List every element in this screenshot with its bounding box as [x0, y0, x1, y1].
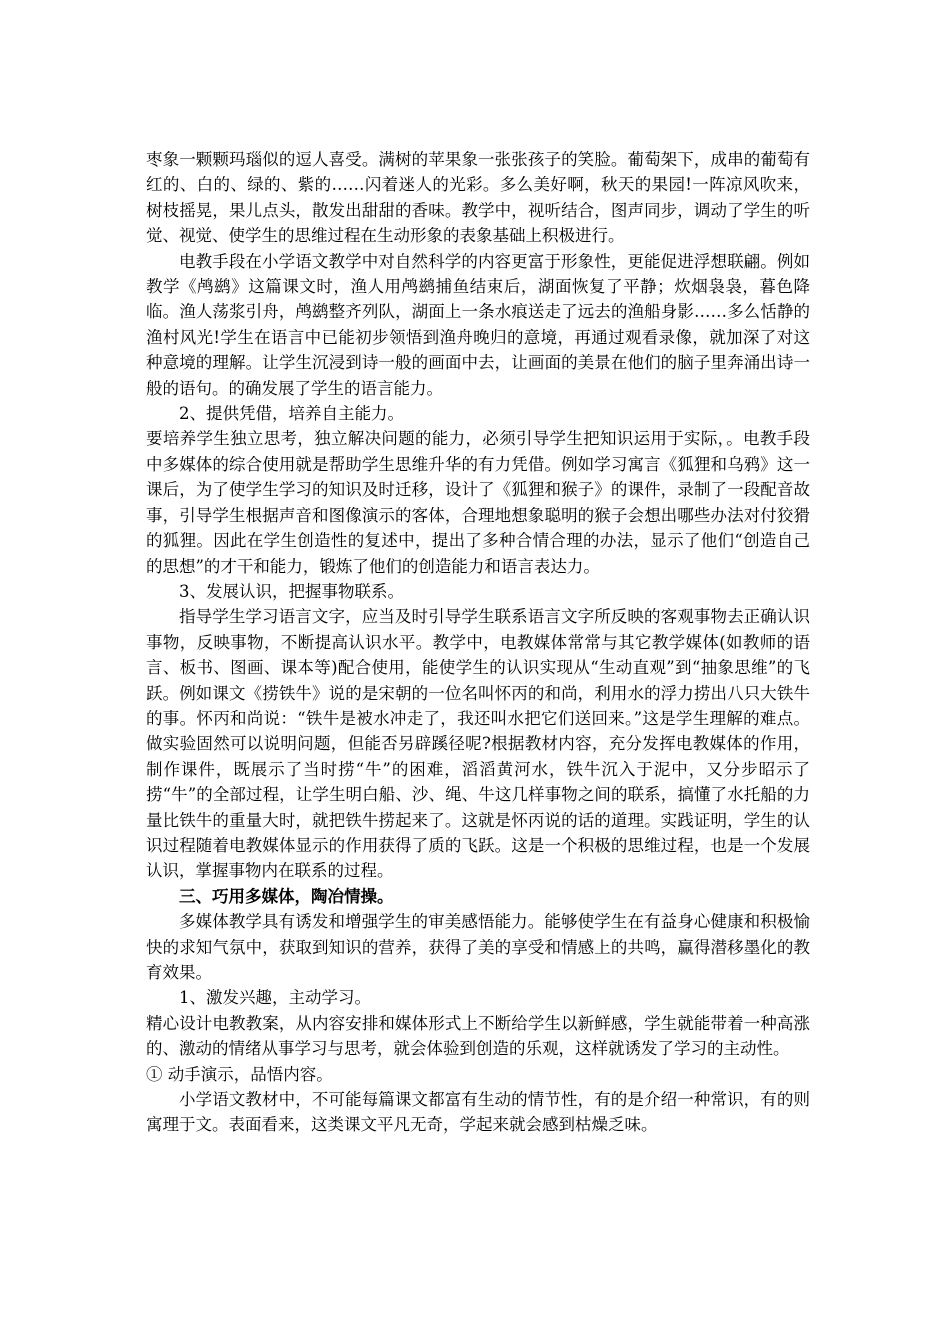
- paragraph-iron-ox: 指导学生学习语言文字，应当及时引导学生联系语言文字所反映的客观事物去正确认识事物，反映事物，不断提高认识水平。教学中，电教媒体常常与其它教学媒体(如教师的语言、板书、图画、课本等)配合使用，能使学生的认识实现从“生动直观”到“抽象思维”的飞跃。例如课文《捞铁牛》说的是宋朝的一位名叫怀丙的和尚，利用水的浮力捞出八只大铁牛的事。怀丙和尚说：“铁牛是被水冲走了，我还叫水把它们送回来。”这是学生理解的难点。做实验固然可以说明问题，但能否另辟蹊径呢?根据教材内容，充分发挥电教媒体的作用，制作课件，既展示了当时捞“牛”的困难，滔滔黄河水，铁牛沉入于泥中，又分步昭示了捞“牛”的全部过程，让学生明白船、沙、绳、牛这几样事物之间的联系，搞懂了水托船的力量比铁牛的重量大时，就把铁牛捞起来了。这就是怀丙说的话的道理。实践证明，学生的认识过程随着电教媒体显示的作用获得了质的飞跃。这是一个积极的思维过程，也是一个发展认识，掌握事物内在联系的过程。: [146, 607, 810, 881]
- heading-provide-support: 2、提供凭借，培养自主能力。: [179, 404, 404, 424]
- paragraph-cormorant: 电教手段在小学语文教学中对自然科学的内容更富于形象性，更能促进浮想联翩。例如教学《鸬鹚》这篇课文时，渔人用鸬鹚捕鱼结束后，湖面恢复了平静；炊烟袅袅，暮色降临。渔人荡浆引舟，鸬鹚整齐列队，湖面上一条水痕送走了远去的渔船身影……多么恬静的渔村风光!学生在语言中已能初步领悟到渔舟晚归的意境，再通过观看录像，就加深了对这种意境的理解。让学生沉浸到诗一般的画面中去，让画面的美景在他们的脑子里奔涌出诗一般的语句。的确发展了学生的语言能力。: [146, 251, 810, 398]
- paragraph-textbook: 小学语文教材中，不可能每篇课文都富有生动的情节性，有的是介绍一种常识，有的则寓理于文。表面看来，这类课文平凡无奇，学起来就会感到枯燥乏味。: [146, 1090, 810, 1135]
- section-heading-multimedia: 三、巧用多媒体，陶冶情操。: [179, 886, 394, 906]
- heading-stimulate-interest: 1、激发兴趣，主动学习。: [179, 988, 371, 1008]
- document-page: [146, 147, 810, 1138]
- heading-hands-on-demo: ① 动手演示，品悟内容。: [146, 1064, 333, 1084]
- paragraph-orchard: 枣象一颗颗玛瑙似的逗人喜受。满树的苹果象一张张孩子的笑脸。葡萄架下，成串的葡萄有红的、白的、绿的、紫的……闪着迷人的光彩。多么美好啊，秋天的果园!一阵凉风吹来，树枝摇晃，果儿点头，散发出甜甜的香味。教学中，视听结合，图声同步，调动了学生的听觉、视觉、使学生的思维过程在生动形象的表象基础上积极进行。: [146, 150, 810, 246]
- paragraph-lesson-design: 精心设计电教教案，从内容安排和媒体形式上不断给学生以新鲜感，学生就能带着一种高涨的、激动的情绪从事学习与思考，就会体验到创造的乐观，这样就诱发了学习的主动性。: [146, 1013, 810, 1059]
- paragraph-aesthetic: 多媒体教学具有诱发和增强学生的审美感悟能力。能够使学生在有益身心健康和积极愉快的求知气氛中，获取到知识的营养，获得了美的享受和情感上的共鸣，赢得潜移墨化的教育效果。: [146, 912, 810, 982]
- paragraph-fox-monkey: 要培养学生独立思考，独立解决问题的能力，必须引导学生把知识运用于实际，。电教手段中多媒体的综合使用就是帮助学生思维升华的有力凭借。例如学习寓言《狐狸和乌鸦》这一课后，为了使学生学习的知识及时迁移，设计了《狐狸和猴子》的课件，录制了一段配音故事，引导学生根据声音和图像演示的客体，合理地想象聪明的猴子会想出哪些办法对付狡猾的狐狸。因此在学生创造性的复述中，提出了多种合情合理的办法，显示了他们“创造自己的思想”的才干和能力，锻炼了他们的创造能力和语言表达力。: [146, 429, 810, 576]
- heading-develop-cognition: 3、发展认识，把握事物联系。: [179, 581, 404, 601]
